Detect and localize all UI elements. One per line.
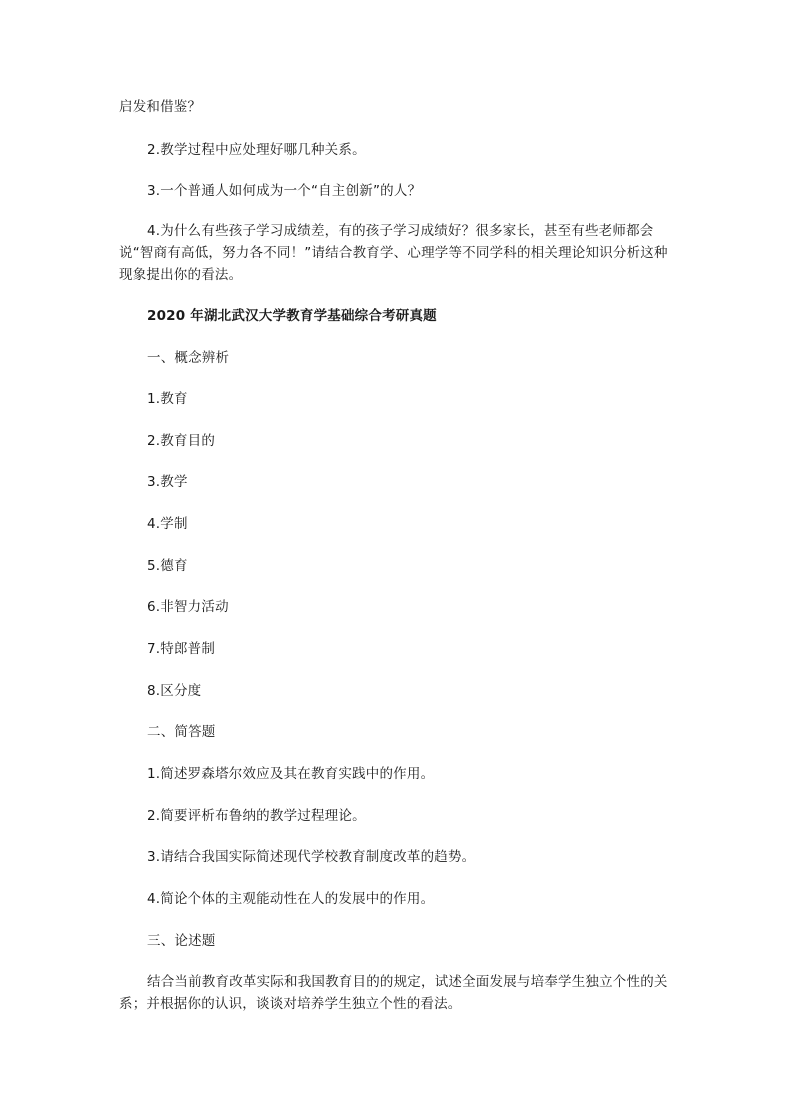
part2-item-2: 2.简要评析布鲁纳的教学过程理论。 — [147, 808, 366, 824]
part1-item-3: 3.教学 — [147, 474, 188, 490]
part1-item-8: 8.区分度 — [147, 683, 202, 699]
previous-question-2: 2.教学过程中应处理好哪几种关系。 — [147, 142, 366, 158]
previous-question-continuation: 启发和借鉴？ — [119, 99, 202, 115]
part1-item-4: 4.学制 — [147, 516, 188, 532]
exam-title: 2020 年湖北武汉大学教育学基础综合考研真题 — [147, 308, 437, 324]
previous-question-3: 3.一个普通人如何成为一个“自主创新”的人？ — [147, 183, 422, 199]
part1-item-2: 2.教育目的 — [147, 433, 216, 449]
part2-item-4: 4.简论个体的主观能动性在人的发展中的作用。 — [147, 891, 435, 907]
part2-item-1: 1.简述罗森塔尔效应及其在教育实践中的作用。 — [147, 766, 435, 782]
part1-item-6: 6.非智力活动 — [147, 599, 229, 615]
part1-heading: 一、概念辨析 — [147, 350, 230, 366]
part3-item-1: 结合当前教育改革实际和我国教育目的的规定，试述全面发展与培奉学生独立个性的关系；并根据你的认识，谈谈对培养学生独立个性的看法。 — [119, 974, 668, 1012]
part2-item-3: 3.请结合我国实际简述现代学校教育制度改革的趋势。 — [147, 849, 476, 865]
part1-item-5: 5.德育 — [147, 558, 188, 574]
part1-item-7: 7.特郎普制 — [147, 641, 216, 657]
part1-item-1: 1.教育 — [147, 391, 188, 407]
previous-question-4: 4.为什么有些孩子学习成绩差，有的孩子学习成绩好？很多家长，甚至有些老师都会说“智商有高低，努力各不同！”请结合教育学、心理学等不同学科的相关理论知识分析这种现象提出你的看法。 — [119, 223, 668, 283]
part3-heading: 三、论述题 — [147, 933, 216, 949]
part2-heading: 二、简答题 — [147, 724, 216, 740]
